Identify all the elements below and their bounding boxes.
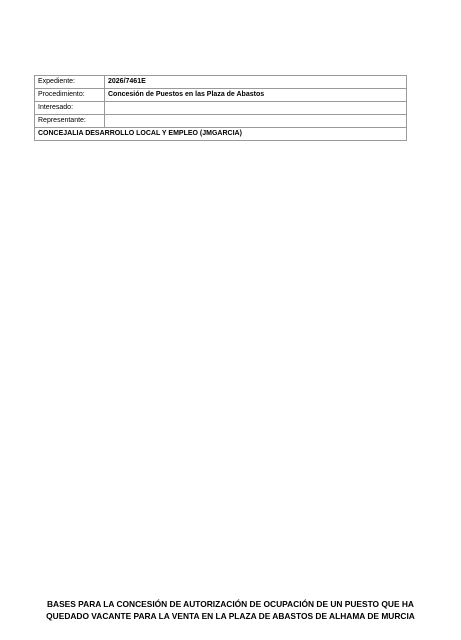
row-interesado bbox=[35, 102, 407, 115]
expediente-value: 2026/7461E bbox=[105, 76, 407, 89]
procedimiento-value: Concesión de Puestos en las Plaza de Abastos bbox=[105, 89, 407, 102]
row-procedimiento bbox=[35, 89, 407, 102]
representante-value bbox=[105, 115, 407, 128]
department-name: CONCEJALIA DESARROLLO LOCAL Y EMPLEO (JMGARCIA) bbox=[35, 128, 407, 141]
procedimiento-label: Procedimiento: bbox=[35, 89, 105, 102]
row-department bbox=[35, 128, 407, 141]
document-title-line-1: BASES PARA LA CONCESIÓN DE AUTORIZACIÓN DE OCUPACIÓN DE UN PUESTO QUE HA bbox=[47, 599, 414, 609]
document-title-line-2: QUEDADO VACANTE PARA LA VENTA EN LA PLAZA DE ABASTOS DE ALHAMA DE MURCIA bbox=[46, 611, 415, 621]
interesado-label: Interesado: bbox=[35, 102, 105, 115]
expediente-label: Expediente: bbox=[35, 76, 105, 89]
row-expediente bbox=[35, 76, 407, 89]
representante-label: Representante: bbox=[35, 115, 105, 128]
interesado-value bbox=[105, 102, 407, 115]
file-header-table bbox=[34, 75, 407, 141]
document-title bbox=[0, 598, 461, 622]
row-representante bbox=[35, 115, 407, 128]
